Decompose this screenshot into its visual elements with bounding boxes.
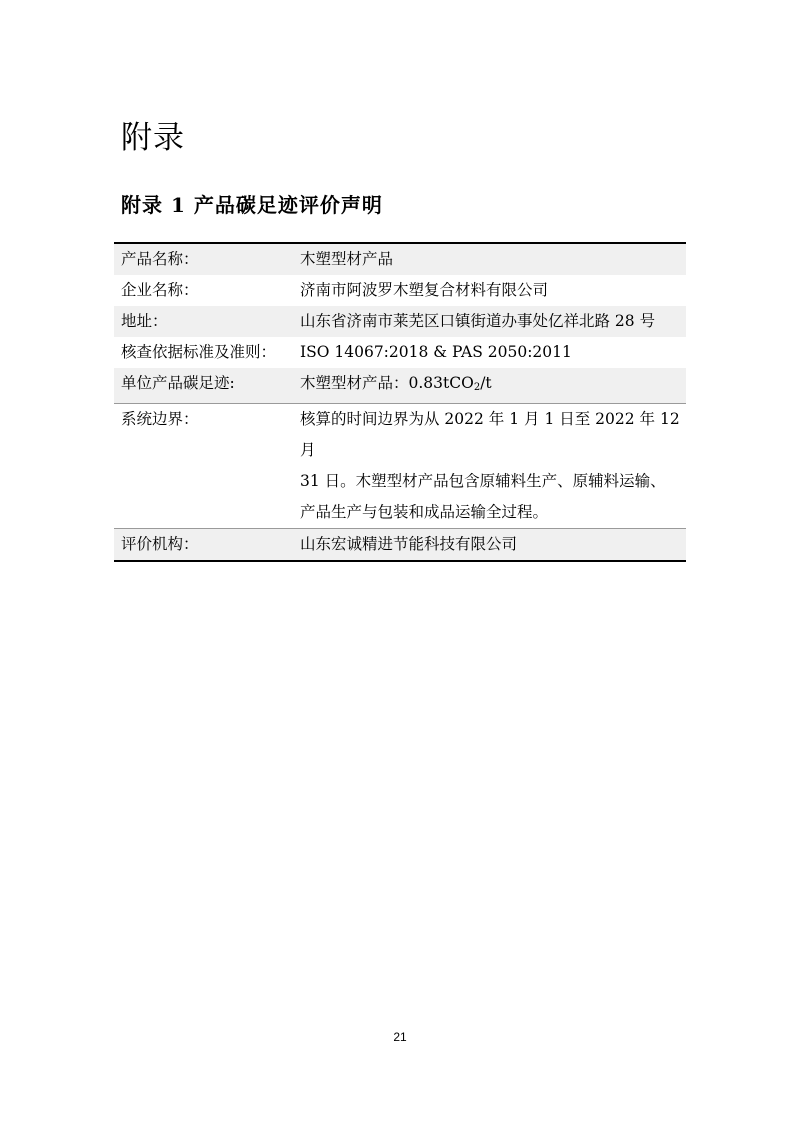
row-value: 济南市阿波罗木塑复合材料有限公司 <box>300 281 549 299</box>
table-row-system-boundary <box>114 404 686 529</box>
table-row-product-name <box>114 243 686 275</box>
table-row-evaluation-agency <box>114 529 686 562</box>
table-row-company-name <box>114 275 686 306</box>
row-label: 企业名称： <box>121 281 199 299</box>
section-title: 附录 1 产品碳足迹评价声明 <box>121 193 383 217</box>
boundary-line: 产品生产与包装和成品运输全过程。 <box>300 503 549 521</box>
footprint-value-suffix: /t <box>480 374 492 392</box>
footprint-value-subscript: 2 <box>473 382 481 393</box>
table-row-carbon-footprint <box>114 368 686 404</box>
row-label: 核查依据标准及准则： <box>121 343 277 361</box>
table-row-standards <box>114 337 686 368</box>
row-label: 系统边界： <box>114 404 293 529</box>
row-value: ISO 14067:2018 & PAS 2050:2011 <box>300 343 572 361</box>
row-label: 评价机构： <box>114 529 293 562</box>
page-title: 附录 <box>121 120 185 156</box>
declaration-table <box>114 242 686 562</box>
row-value: 山东省济南市莱芜区口镇街道办事处亿祥北路 28 号 <box>293 306 686 337</box>
row-value <box>293 404 686 529</box>
row-value: 山东宏诚精进节能科技有限公司 <box>293 529 686 562</box>
row-value <box>293 368 686 404</box>
boundary-line: 核算的时间边界为从 2022 年 1 月 1 日至 2022 年 12 月 <box>300 410 680 459</box>
footprint-value-prefix: 木塑型材产品：0.83tCO <box>300 374 474 392</box>
row-label: 单位产品碳足迹: <box>114 368 293 404</box>
table-row-address <box>114 306 686 337</box>
row-value: 木塑型材产品 <box>293 243 686 275</box>
boundary-line: 31 日。木塑型材产品包含原辅料生产、原辅料运输、 <box>300 472 666 490</box>
page-number: 21 <box>393 1030 407 1044</box>
row-label: 地址： <box>114 306 293 337</box>
row-label: 产品名称： <box>114 243 293 275</box>
